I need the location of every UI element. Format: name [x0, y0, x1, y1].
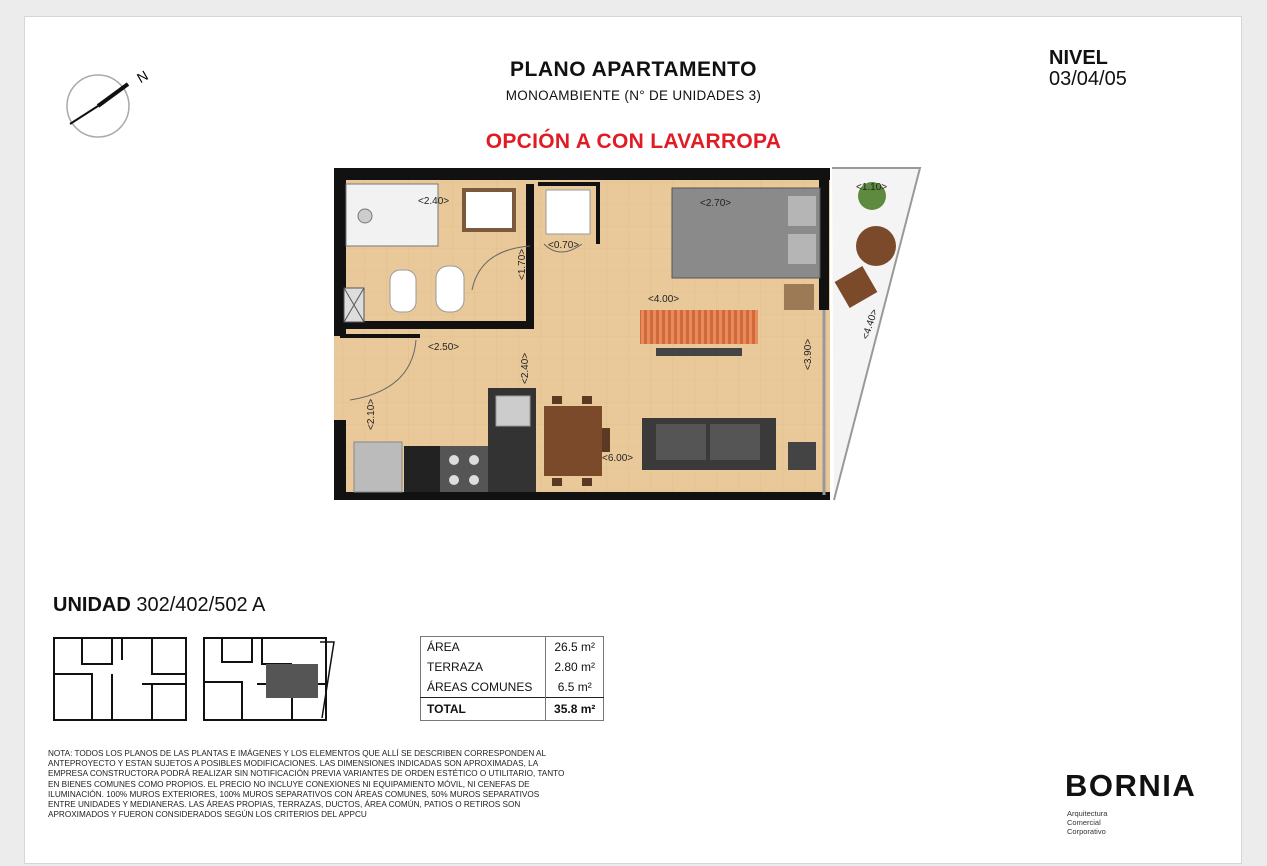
compass-north-label: N — [134, 67, 151, 87]
table-row — [421, 677, 604, 698]
dim-terrace-width: <1.10> — [856, 182, 888, 193]
terrace-table — [856, 226, 896, 266]
area-label: TERRAZA — [427, 660, 484, 674]
table-total-row — [421, 698, 604, 721]
bathroom-sink — [464, 190, 514, 230]
key-plan — [52, 634, 342, 726]
areas-table — [420, 636, 604, 721]
dim-room-depth: <3.90> — [803, 338, 814, 370]
dim-total-width: <6.00> — [602, 453, 634, 464]
tv-bench — [656, 348, 742, 356]
area-label: ÁREAS COMUNES — [427, 680, 533, 694]
terrace — [832, 168, 920, 500]
kitchen-sink — [496, 396, 530, 426]
pillow — [788, 196, 816, 226]
legal-note: NOTA: TODOS LOS PLANOS DE LAS PLANTAS E IMÁGENES Y LOS ELEMENTOS QUE ALLÍ SE DESCRIBEN CORRESPONDEN AL ANTEPROYECTO Y ESTAN SUJETOS A POSIBLES MODIFICACIONES. LAS DIMENSIONES INDICADAS SON APROXIMADAS, LA EMPRESA CONSTRUCTORA PODRÁ REALIZAR SIN NOTIFICACIÓN PREVIA VARIANTES DE ORDEN ESTÉTICO O UTILITARIO, TANTO EN BIENES COMUNES COMO PROPIOS. EL PRECIO NO INCLUYE CONEXIONES NI EQUIPAMIENTO MÓVIL, NI CENEFAS DE ILUMINACIÓN. 100% MUROS EXTERIORES, 100% MUROS SEPARATIVOS CON ÁREAS COMUNES, 50% MUROS SEPARATIVOS ENTRE UNIDADES Y MEDIANERAS. LAS ÁREAS PROPIAS, TERRAZAS, DUCTOS, ÁREA COMÚN, PATIOS O RETIROS SON APROXIMADOS Y FUERON CONSIDERADOS SEGÚN LOS CRITERIOS DEL APPCU — [48, 749, 565, 820]
table-row — [421, 637, 604, 658]
page-title: PLANO APARTAMENTO — [510, 58, 757, 81]
brand-line: Arquitectura — [1067, 809, 1108, 818]
highlighted-unit — [266, 664, 318, 698]
level-value: 03/04/05 — [1049, 68, 1127, 90]
dim-hall-width: <2.50> — [428, 342, 460, 353]
brand-line: Comercial — [1067, 818, 1101, 827]
dim-bed: <2.70> — [700, 198, 732, 209]
toilet — [436, 266, 464, 312]
dim-laundry: <0.70> — [548, 240, 580, 251]
unit-heading — [53, 594, 265, 617]
page-subtitle: MONOAMBIENTE (N° DE UNIDADES 3) — [505, 88, 762, 103]
rug — [640, 310, 758, 344]
total-label: TOTAL — [421, 698, 546, 721]
dim-bath-width: <2.40> — [418, 196, 450, 207]
nightstand — [784, 284, 814, 310]
dim-bath-depth: <1.70> — [517, 248, 528, 280]
total-value: 35.8 m² — [546, 698, 604, 721]
area-label: ÁREA — [427, 640, 460, 654]
washing-machine — [546, 190, 590, 234]
area-value: 6.5 m² — [546, 677, 604, 698]
dim-room-width: <4.00> — [648, 294, 680, 305]
unit-number: 302/402/502 A — [136, 594, 266, 616]
level-label: NIVEL — [1049, 47, 1108, 69]
side-table — [788, 442, 816, 470]
brand-line: Corporativo — [1067, 827, 1106, 836]
brand-tagline — [1067, 809, 1107, 836]
stove — [440, 446, 488, 492]
dim-terrace-length: <4.40> — [860, 307, 881, 341]
fridge — [354, 442, 402, 492]
dim-entry: <2.10> — [366, 398, 377, 430]
floor-plan — [320, 160, 930, 510]
pillow — [788, 234, 816, 264]
kitchen-cabinet — [404, 446, 440, 492]
brand-logo: BORNIA — [1065, 768, 1197, 803]
area-value: 2.80 m² — [546, 657, 604, 677]
dim-hall-depth: <2.40> — [520, 352, 531, 384]
bidet — [390, 270, 416, 312]
table-row — [421, 657, 604, 677]
unit-label: UNIDAD — [53, 594, 131, 616]
option-heading: OPCIÓN A CON LAVARROPA — [485, 130, 782, 153]
area-value: 26.5 m² — [546, 637, 604, 658]
dining-table — [544, 406, 602, 476]
shower-drain-icon — [358, 209, 372, 223]
